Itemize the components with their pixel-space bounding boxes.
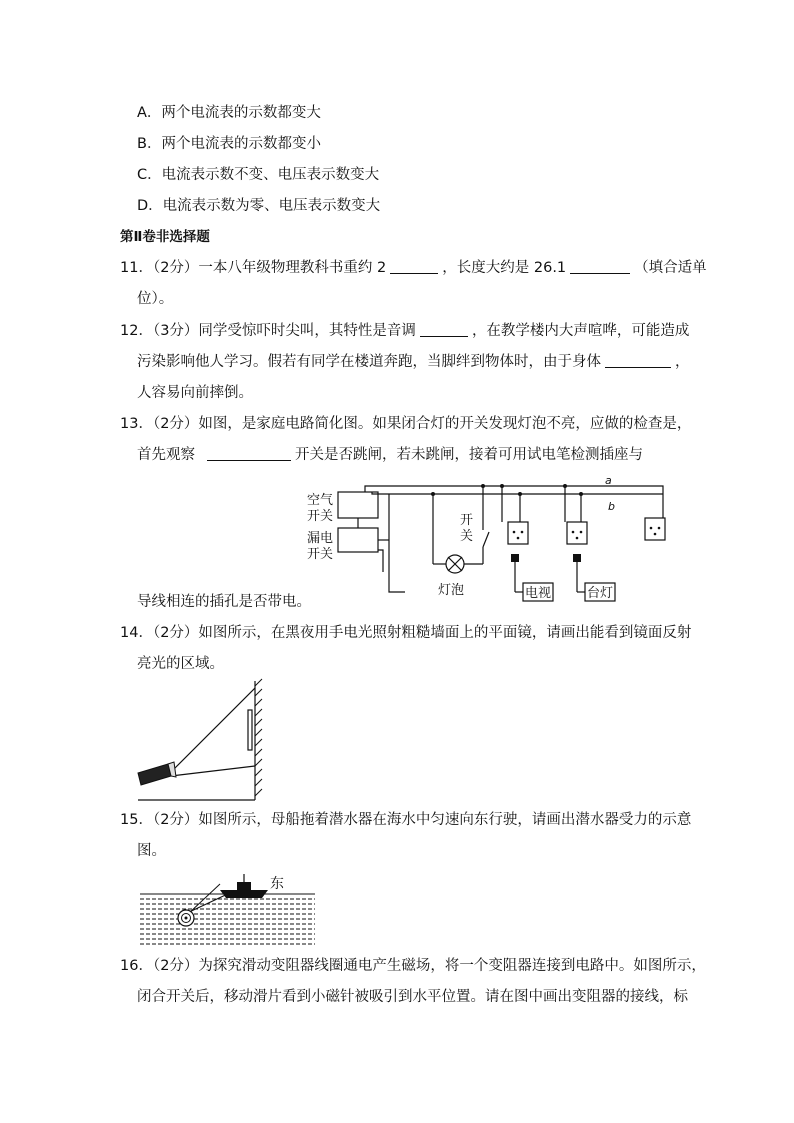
- label-bulb: 灯泡: [438, 583, 465, 598]
- question-16: 16．（2分）为探究滑动变阻器线圈通电产生磁场，将一个变阻器连接到电路中。如图所示，: [120, 958, 706, 974]
- label-switch-1: 开: [460, 513, 474, 528]
- q13-l2a: 首先观察: [137, 447, 195, 463]
- q11-line2: 位）。: [137, 291, 174, 307]
- q12-blank-1: [420, 322, 468, 337]
- q11-mid: ，长度大约是 26.1: [442, 260, 567, 276]
- label-leak-switch-2: 开关: [307, 547, 334, 562]
- label-switch-2: 关: [460, 529, 474, 544]
- label-air-switch-1: 空气: [307, 493, 334, 508]
- socket-2: [567, 522, 587, 544]
- q15-line2: 图。: [137, 843, 166, 859]
- q13-line2: [137, 445, 643, 465]
- submersible: [178, 910, 194, 926]
- q12-l2a: 污染影响他人学习。假若有同学在楼道奔跑，当脚绊到物体时，由于身体: [137, 354, 601, 370]
- q11-blank-1: [390, 259, 438, 274]
- question-12: [120, 321, 689, 341]
- q12-blank-2: [605, 353, 671, 368]
- q11-blank-2: [570, 259, 630, 274]
- q12-l1b: ，在教学楼内大声喧哗，可能造成: [471, 323, 690, 339]
- plane-mirror: [248, 710, 252, 750]
- label-wire-a: a: [605, 474, 612, 487]
- option-b: B．两个电流表的示数都变小: [137, 136, 321, 152]
- air-switch-box: [338, 492, 378, 518]
- label-east: 东: [270, 876, 284, 892]
- option-a: A．两个电流表的示数都变大: [137, 105, 321, 121]
- question-11: [120, 258, 707, 278]
- question-13: 13．（2分）如图，是家庭电路简化图。如果闭合灯的开关发现灯泡不亮，应做的检查是，: [120, 416, 692, 432]
- section-title: 第Ⅱ卷非选择题: [120, 229, 210, 245]
- option-c: C．电流表示数不变、电压表示数变大: [137, 167, 380, 183]
- question-14: 14．（2分）如图所示，在黑夜用手电光照射粗糙墙面上的平面镜，请画出能看到镜面反射: [120, 625, 692, 641]
- question-15: 15．（2分）如图所示，母船拖着潜水器在海水中匀速向东行驶，请画出潜水器受力的示意: [120, 812, 692, 828]
- flashlight-icon: [138, 762, 176, 785]
- q13-line3: 导线相连的插孔是否带电。: [137, 594, 311, 610]
- q13-l2b: 开关是否跳闸，若未跳闸，接着可用试电笔检测插座与: [295, 447, 643, 463]
- q12-line3: 人容易向前摔倒。: [137, 385, 253, 401]
- ship-submersible-diagram: [140, 868, 320, 948]
- leak-switch-box: [338, 528, 378, 552]
- q11-prefix: 11．（2分）一本八年级物理教科书重约 2: [120, 260, 387, 276]
- q11-suffix: （填合适单: [634, 260, 707, 276]
- q12-l2b: ，: [675, 354, 690, 370]
- household-circuit-diagram: [305, 472, 685, 607]
- label-desk-lamp: 台灯: [587, 586, 614, 601]
- label-leak-switch-1: 漏电: [307, 531, 334, 546]
- socket-3: [645, 518, 665, 540]
- label-air-switch-2: 开关: [307, 509, 334, 524]
- q14-line2: 亮光的区域。: [137, 656, 224, 672]
- switch-lever: [483, 532, 489, 547]
- flashlight-mirror-diagram: [130, 676, 270, 806]
- label-wire-b: b: [608, 500, 615, 513]
- socket-1: [508, 522, 528, 544]
- option-d: D．电流表示数为零、电压表示数变大: [137, 198, 381, 214]
- label-tv: 电视: [525, 586, 552, 601]
- q12-l1a: 12．（3分）同学受惊吓时尖叫，其特性是音调: [120, 323, 416, 339]
- q16-line2: 闭合开关后，移动滑片看到小磁针被吸引到水平位置。请在图中画出变阻器的接线，标: [137, 989, 688, 1005]
- q13-blank: [207, 446, 291, 461]
- q12-line2: [137, 352, 690, 372]
